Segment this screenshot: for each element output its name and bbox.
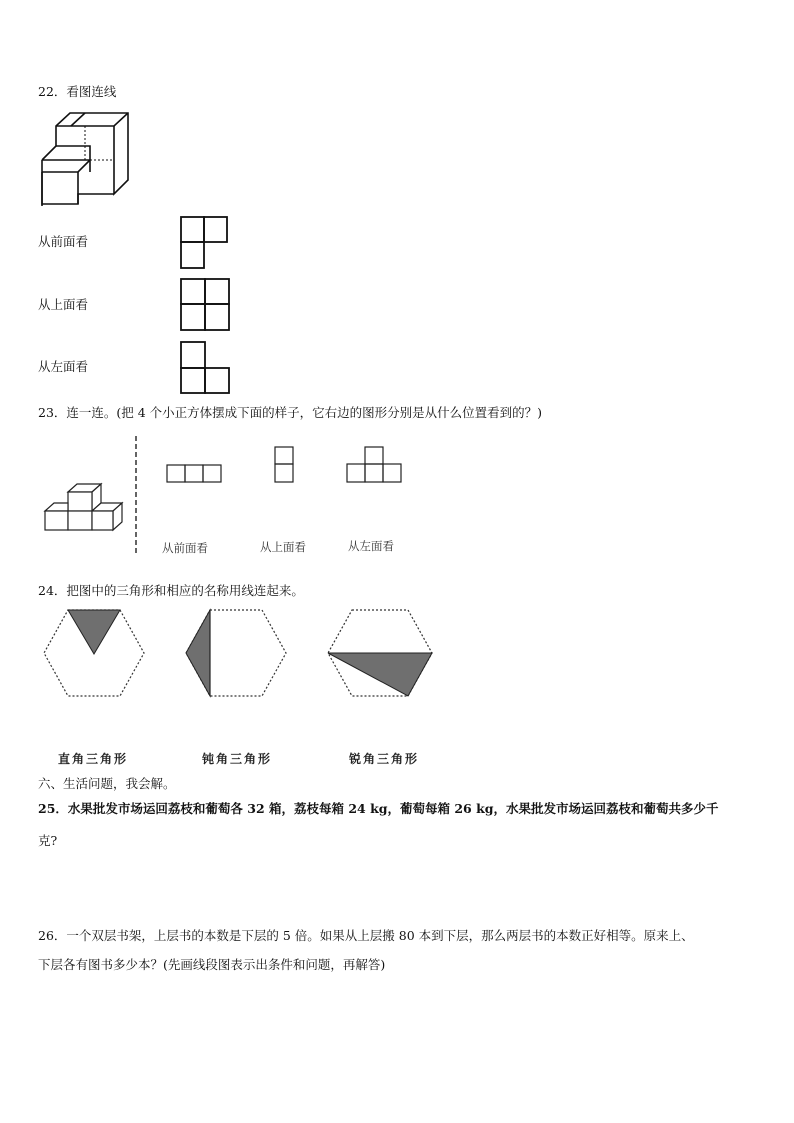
q24-hexagon-1 xyxy=(42,608,146,698)
q22-title: 22．看图连线 xyxy=(38,84,117,99)
q23-label-top: 从上面看 xyxy=(260,540,306,554)
q24-name-obtuse-triangle: 钝角三角形 xyxy=(202,752,273,766)
q24-hexagon-3 xyxy=(326,608,434,698)
q23-shape-column xyxy=(274,446,296,484)
q24-hexagon-2 xyxy=(184,608,288,698)
q25-text-line2: 克? xyxy=(38,833,58,848)
section6-title: 六、生活问题，我会解。 xyxy=(38,776,176,791)
q24-triangle-1 xyxy=(68,610,120,654)
q23-shape-row xyxy=(166,464,222,484)
q26-text-line2: 下层各有图书多少本？(先画线段图表示出条件和问题，再解答) xyxy=(38,957,386,972)
q23-label-left: 从左面看 xyxy=(348,539,394,553)
q23-divider xyxy=(134,436,138,554)
q24-name-acute-triangle: 锐角三角形 xyxy=(349,752,420,766)
q24-title: 24．把图中的三角形和相应的名称用线连起来。 xyxy=(38,583,304,598)
q22-solid-figure xyxy=(38,110,134,206)
q26-text-line1: 26．一个双层书架，上层书的本数是下层的 5 倍。如果从上层搬 80 本到下层，那么两层书的本数正好相等。原来上、 xyxy=(38,928,694,943)
q23-cube-stack xyxy=(44,482,126,540)
q22-view-top-label: 从上面看 xyxy=(38,297,89,312)
q23-shape-t xyxy=(346,446,404,484)
q24-triangle-3 xyxy=(328,653,432,696)
q22-left-view-shape xyxy=(180,341,232,395)
q22-front-view-shape xyxy=(180,216,230,270)
q24-name-right-triangle: 直角三角形 xyxy=(58,752,129,766)
q25-text-line1: 25．水果批发市场运回荔枝和葡萄各 32 箱，荔枝每箱 24 kg，葡萄每箱 26 kg，水果批发市场运回荔枝和葡萄共多少千 xyxy=(38,801,719,816)
q22-top-view-shape xyxy=(180,278,232,332)
q23-title: 23．连一连。(把 4 个小正方体摆成下面的样子，它右边的图形分别是从什么位置看到的？) xyxy=(38,405,543,420)
q24-triangle-2 xyxy=(186,610,210,696)
q22-view-left-label: 从左面看 xyxy=(38,359,89,374)
q23-label-front: 从前面看 xyxy=(162,541,208,555)
q22-view-front-label: 从前面看 xyxy=(38,234,89,249)
